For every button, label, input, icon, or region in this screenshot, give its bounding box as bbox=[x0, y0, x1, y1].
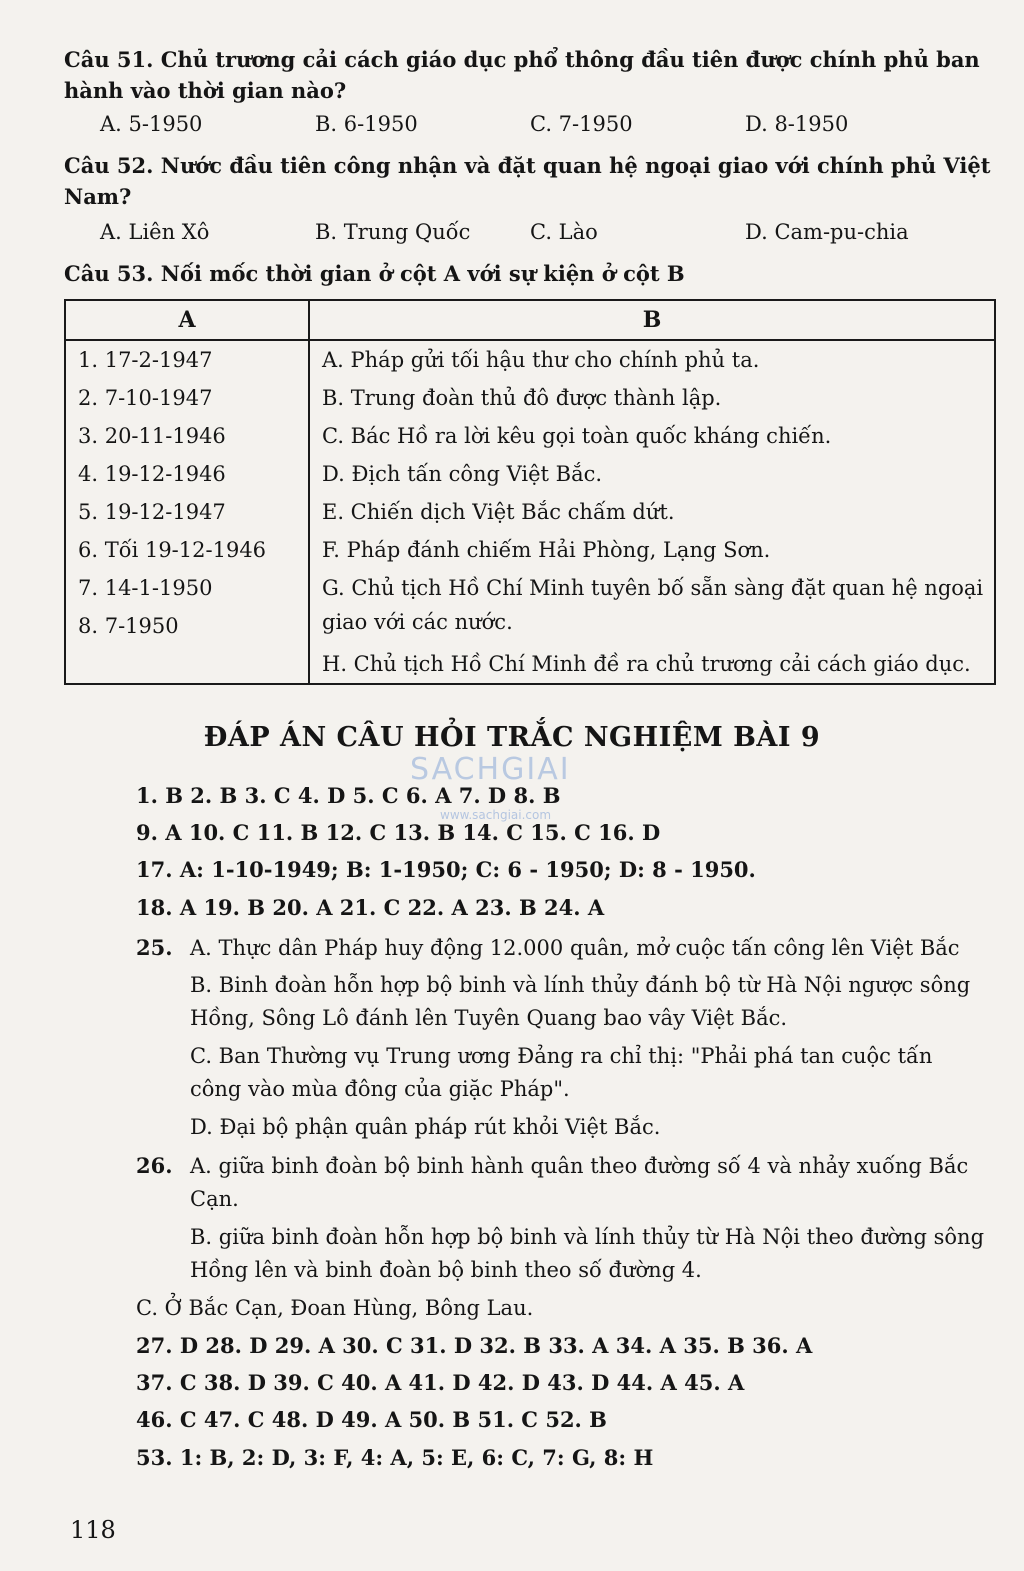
q52-option-a: A. Liên Xô bbox=[100, 220, 210, 244]
event-cell: F. Pháp đánh chiếm Hải Phòng, Lạng Sơn. bbox=[309, 531, 995, 569]
answer-26-label: 26. bbox=[136, 1153, 173, 1178]
watermark-url: www.sachgiai.com bbox=[440, 808, 552, 822]
event-cell: A. Pháp gửi tối hậu thư cho chính phủ ta. bbox=[309, 340, 995, 379]
q51-option-d: D. 8-1950 bbox=[745, 112, 849, 136]
date-cell: 3. 20-11-1946 bbox=[65, 417, 309, 455]
date-cell: 1. 17-2-1947 bbox=[65, 340, 309, 379]
answer-25-a: A. Thực dân Pháp huy động 12.000 quân, mở cuộc tấn công lên Việt Bắc bbox=[190, 936, 960, 960]
question-53: Câu 53. Nối mốc thời gian ở cột A với sự kiện ở cột B bbox=[64, 261, 685, 286]
q51-option-b: B. 6-1950 bbox=[315, 112, 418, 136]
table-row bbox=[65, 379, 995, 417]
answer-26-a: A. giữa binh đoàn bộ binh hành quân theo đường số 4 và nhảy xuống Bắc Cạn. bbox=[190, 1154, 969, 1211]
date-cell-group bbox=[65, 569, 309, 645]
watermark-logo: SACHGIAI bbox=[410, 752, 571, 787]
answer-25-c: C. Ban Thường vụ Trung ương Đảng ra chỉ thị: "Phải phá tan cuộc tấn công vào mùa đông của giặc Pháp". bbox=[190, 1044, 933, 1101]
q51-option-a: A. 5-1950 bbox=[100, 112, 203, 136]
table-header-row bbox=[65, 300, 995, 340]
answer-26-b: B. giữa binh đoàn hỗn hợp bộ binh và lính thủy từ Hà Nội theo đường sông Hồng lên và binh đoàn bộ binh theo số đường 4. bbox=[190, 1225, 985, 1282]
question-52: Câu 52. Nước đầu tiên công nhận và đặt quan hệ ngoại giao với chính phủ Việt Nam? bbox=[64, 153, 991, 209]
answer-line-1-8: 1. B 2. B 3. C 4. D 5. C 6. A 7. D 8. B bbox=[136, 783, 561, 808]
answer-25-d: D. Đại bộ phận quân pháp rút khỏi Việt Bắc. bbox=[190, 1115, 661, 1139]
q52-option-d: D. Cam-pu-chia bbox=[745, 220, 909, 244]
event-cell: C. Bác Hồ ra lời kêu gọi toàn quốc kháng chiến. bbox=[309, 417, 995, 455]
answer-line-37-45: 37. C 38. D 39. C 40. A 41. D 42. D 43. D 44. A 45. A bbox=[136, 1370, 745, 1395]
answer-26-c: C. Ở Bắc Cạn, Đoan Hùng, Bông Lau. bbox=[136, 1296, 534, 1320]
answer-line-27-36: 27. D 28. D 29. A 30. C 31. D 32. B 33. A 34. A 35. B 36. A bbox=[136, 1333, 813, 1358]
event-cell: H. Chủ tịch Hồ Chí Minh đề ra chủ trương cải cách giáo dục. bbox=[309, 645, 995, 684]
table-row bbox=[65, 417, 995, 455]
answer-line-53: 53. 1: B, 2: D, 3: F, 4: A, 5: E, 6: C, 7: G, 8: H bbox=[136, 1445, 654, 1470]
date-cell: 2. 7-10-1947 bbox=[65, 379, 309, 417]
date-cell: 8. 7-1950 bbox=[78, 614, 179, 638]
answers-heading: ĐÁP ÁN CÂU HỎI TRẮC NGHIỆM BÀI 9 bbox=[203, 722, 821, 753]
table-row bbox=[65, 340, 995, 379]
answer-line-46-52: 46. C 47. C 48. D 49. A 50. B 51. C 52. B bbox=[136, 1407, 607, 1432]
answer-25-b: B. Binh đoàn hỗn hợp bộ binh và lính thủy đánh bộ từ Hà Nội ngược sông Hồng, Sông Lô đánh lên Tuyên Quang bao vây Việt Bắc. bbox=[190, 973, 971, 1030]
question-52-options bbox=[100, 220, 980, 251]
q52-option-c: C. Lào bbox=[530, 220, 598, 244]
answer-line-9-16: 9. A 10. C 11. B 12. C 13. B 14. C 15. C 16. D bbox=[136, 820, 661, 845]
table-row bbox=[65, 493, 995, 531]
answer-line-18-24: 18. A 19. B 20. A 21. C 22. A 23. B 24. A bbox=[136, 895, 605, 920]
table-row bbox=[65, 531, 995, 569]
table-row bbox=[65, 569, 995, 645]
date-cell bbox=[65, 645, 309, 684]
event-cell: G. Chủ tịch Hồ Chí Minh tuyên bố sẵn sàng đặt quan hệ ngoại giao với các nước. bbox=[309, 569, 995, 645]
table-row bbox=[65, 645, 995, 684]
table-row bbox=[65, 455, 995, 493]
date-cell: 7. 14-1-1950 bbox=[78, 576, 213, 600]
q52-option-b: B. Trung Quốc bbox=[315, 220, 471, 244]
question-51: Câu 51. Chủ trương cải cách giáo dục phổ thông đầu tiên được chính phủ ban hành vào thời gian nào? bbox=[64, 47, 980, 103]
page-number: 118 bbox=[70, 1516, 116, 1544]
event-cell: B. Trung đoàn thủ đô được thành lập. bbox=[309, 379, 995, 417]
answer-line-17: 17. A: 1-10-1949; B: 1-1950; C: 6 - 1950; D: 8 - 1950. bbox=[136, 857, 756, 882]
date-cell: 5. 19-12-1947 bbox=[65, 493, 309, 531]
answer-25-label: 25. bbox=[136, 935, 173, 960]
date-cell: 6. Tối 19-12-1946 bbox=[65, 531, 309, 569]
matching-table bbox=[64, 299, 996, 685]
event-cell: E. Chiến dịch Việt Bắc chấm dứt. bbox=[309, 493, 995, 531]
column-b-header: B bbox=[309, 300, 995, 340]
date-cell: 4. 19-12-1946 bbox=[65, 455, 309, 493]
question-51-options bbox=[100, 112, 980, 143]
event-cell: D. Địch tấn công Việt Bắc. bbox=[309, 455, 995, 493]
q51-option-c: C. 7-1950 bbox=[530, 112, 633, 136]
column-a-header: A bbox=[65, 300, 309, 340]
